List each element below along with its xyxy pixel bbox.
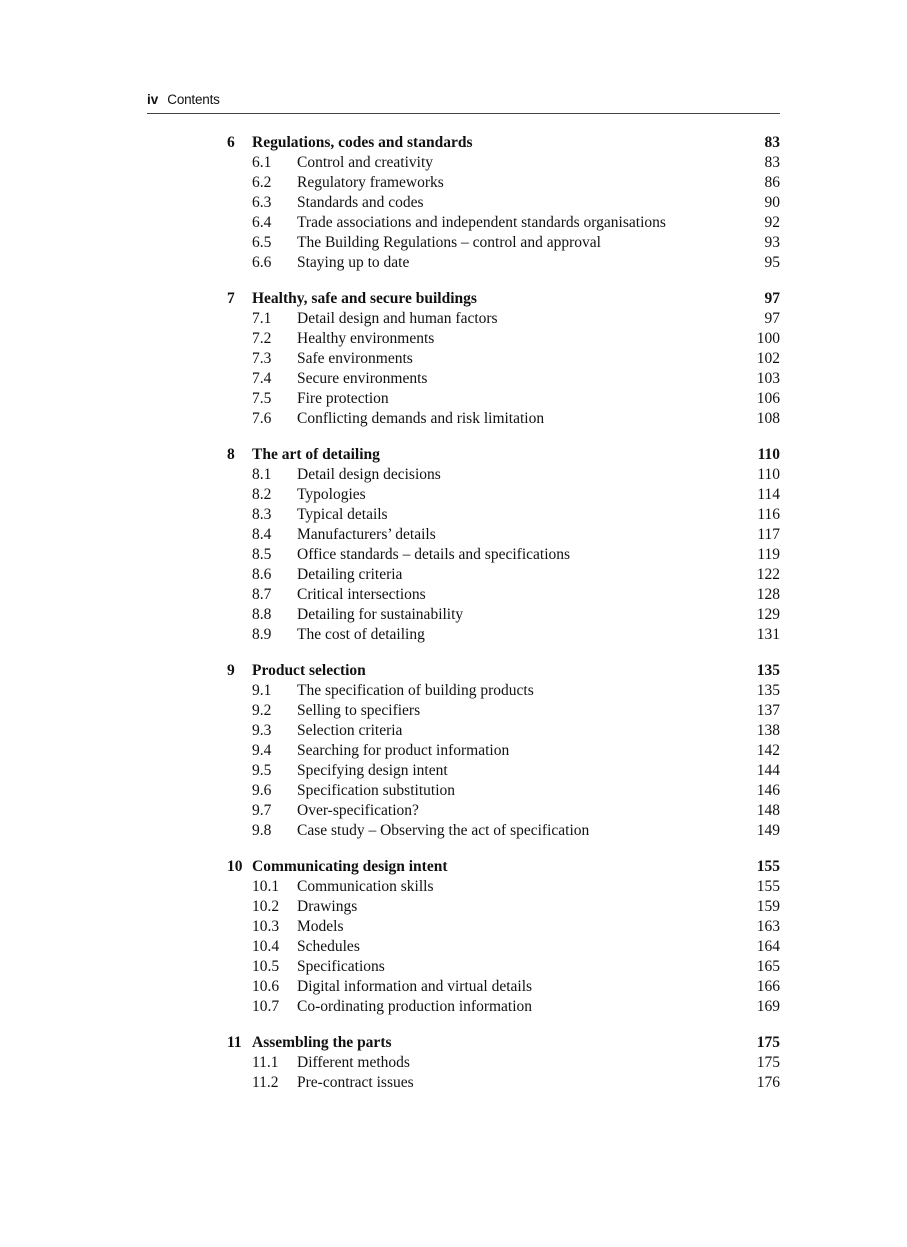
- section-entry-page: 117: [757, 526, 780, 543]
- section-entry[interactable]: [227, 801, 780, 821]
- chapter-entry-page: 175: [756, 1034, 780, 1051]
- section-entry-page: 100: [756, 330, 780, 347]
- section-entry[interactable]: [227, 917, 780, 937]
- chapter-entry-title: Regulations, codes and standards: [252, 134, 473, 151]
- section-entry[interactable]: [227, 525, 780, 545]
- section-entry-number: 7.5: [252, 390, 272, 407]
- section-entry-page: 166: [756, 978, 780, 995]
- section-entry-title: Healthy environments: [297, 330, 435, 347]
- section-entry-number: 9.6: [252, 782, 272, 799]
- section-entry[interactable]: [227, 309, 780, 329]
- section-entry-title: Communication skills: [297, 878, 434, 895]
- section-entry[interactable]: [227, 173, 780, 193]
- section-entry-page: 90: [764, 194, 780, 211]
- section-entry-number: 8.8: [252, 606, 272, 623]
- section-entry[interactable]: [227, 409, 780, 429]
- section-entry[interactable]: [227, 1053, 780, 1073]
- section-entry-title: Regulatory frameworks: [297, 174, 444, 191]
- section-entry[interactable]: [227, 193, 780, 213]
- section-entry-page: 93: [764, 234, 780, 251]
- section-entry-number: 9.3: [252, 722, 272, 739]
- chapter-entry[interactable]: [227, 857, 780, 877]
- section-entry-number: 9.2: [252, 702, 272, 719]
- chapter-entry-page: 135: [756, 662, 780, 679]
- chapter-entry[interactable]: [227, 661, 780, 681]
- chapter-entry-page: 83: [764, 134, 780, 151]
- section-entry-title: Pre-contract issues: [297, 1074, 414, 1091]
- section-entry-title: Selection criteria: [297, 722, 403, 739]
- section-entry-title: Typologies: [297, 486, 366, 503]
- section-entry-number: 9.8: [252, 822, 272, 839]
- section-entry-title: Manufacturers’ details: [297, 526, 436, 543]
- section-entry-number: 10.6: [252, 978, 280, 995]
- section-entry-page: 102: [756, 350, 780, 367]
- chapter-block: [227, 289, 780, 429]
- section-entry-number: 7.1: [252, 310, 272, 327]
- section-entry-page: 108: [756, 410, 780, 427]
- section-entry-number: 11.2: [252, 1074, 279, 1091]
- chapter-entry[interactable]: [227, 133, 780, 153]
- section-entry-number: 8.4: [252, 526, 272, 543]
- section-entry-number: 9.1: [252, 682, 272, 699]
- section-entry-title: Standards and codes: [297, 194, 424, 211]
- section-entry-page: 116: [757, 506, 780, 523]
- section-entry[interactable]: [227, 821, 780, 841]
- section-entry-title: Specification substitution: [297, 782, 455, 799]
- section-entry[interactable]: [227, 761, 780, 781]
- section-entry-page: 137: [756, 702, 780, 719]
- chapter-entry-title: Healthy, safe and secure buildings: [252, 290, 477, 307]
- section-entry-number: 10.3: [252, 918, 280, 935]
- chapter-entry-number: 7: [227, 290, 235, 307]
- section-entry-page: 114: [757, 486, 780, 503]
- section-entry-title: Selling to specifiers: [297, 702, 421, 719]
- section-entry-title: Specifications: [297, 958, 385, 975]
- section-entry-number: 11.1: [252, 1054, 279, 1071]
- header-title: Contents: [167, 92, 220, 107]
- section-entry[interactable]: [227, 253, 780, 273]
- section-entry[interactable]: [227, 781, 780, 801]
- section-entry[interactable]: [227, 741, 780, 761]
- section-entry[interactable]: [227, 329, 780, 349]
- section-entry[interactable]: [227, 233, 780, 253]
- section-entry-title: Detailing for sustainability: [297, 606, 464, 623]
- running-header: [147, 92, 780, 114]
- section-entry[interactable]: [227, 465, 780, 485]
- section-entry-number: 8.3: [252, 506, 272, 523]
- chapter-entry-number: 8: [227, 446, 235, 463]
- section-entry-page: 103: [756, 370, 780, 387]
- section-entry-page: 83: [764, 154, 780, 171]
- section-entry-title: The Building Regulations – control and approval: [297, 234, 601, 251]
- section-entry-title: The cost of detailing: [297, 626, 425, 643]
- section-entry[interactable]: [227, 877, 780, 897]
- section-entry[interactable]: [227, 213, 780, 233]
- section-entry[interactable]: [227, 565, 780, 585]
- chapter-entry-title: Assembling the parts: [252, 1034, 392, 1051]
- chapter-block: [227, 445, 780, 645]
- section-entry[interactable]: [227, 153, 780, 173]
- section-entry-number: 6.5: [252, 234, 272, 251]
- section-entry-title: Case study – Observing the act of specification: [297, 822, 590, 839]
- section-entry[interactable]: [227, 389, 780, 409]
- section-entry[interactable]: [227, 681, 780, 701]
- chapter-entry-title: Product selection: [252, 662, 366, 679]
- section-entry[interactable]: [227, 957, 780, 977]
- section-entry[interactable]: [227, 721, 780, 741]
- section-entry-page: 129: [756, 606, 780, 623]
- section-entry-page: 86: [764, 174, 780, 191]
- section-entry[interactable]: [227, 505, 780, 525]
- section-entry-number: 6.3: [252, 194, 272, 211]
- section-entry[interactable]: [227, 625, 780, 645]
- section-entry-title: Trade associations and independent standards organisations: [297, 214, 666, 231]
- section-entry-page: 131: [756, 626, 780, 643]
- section-entry-title: Staying up to date: [297, 254, 410, 271]
- section-entry-page: 159: [756, 898, 780, 915]
- section-entry-page: 135: [756, 682, 780, 699]
- chapter-block: [227, 661, 780, 841]
- section-entry-number: 9.4: [252, 742, 272, 759]
- chapter-entry[interactable]: [227, 1033, 780, 1053]
- header-page-number: iv: [147, 92, 159, 107]
- section-entry-title: Detailing criteria: [297, 566, 403, 583]
- chapter-entry-number: 10: [227, 858, 243, 875]
- section-entry-title: Safe environments: [297, 350, 413, 367]
- section-entry-number: 9.7: [252, 802, 272, 819]
- section-entry-page: 142: [756, 742, 780, 759]
- chapter-entry-page: 97: [764, 290, 780, 307]
- section-entry-title: Secure environments: [297, 370, 428, 387]
- section-entry-page: 144: [756, 762, 780, 779]
- chapter-entry-page: 155: [756, 858, 780, 875]
- section-entry[interactable]: [227, 605, 780, 625]
- chapter-entry-number: 11: [227, 1034, 242, 1051]
- section-entry[interactable]: [227, 937, 780, 957]
- section-entry[interactable]: [227, 997, 780, 1017]
- section-entry-number: 10.2: [252, 898, 280, 915]
- section-entry-page: 95: [764, 254, 780, 271]
- section-entry-title: The specification of building products: [297, 682, 534, 699]
- section-entry-page: 138: [756, 722, 780, 739]
- section-entry[interactable]: [227, 545, 780, 565]
- section-entry-page: 148: [756, 802, 780, 819]
- section-entry-number: 10.5: [252, 958, 280, 975]
- section-entry-number: 7.3: [252, 350, 272, 367]
- section-entry-title: Co-ordinating production information: [297, 998, 533, 1015]
- section-entry-page: 110: [757, 466, 780, 483]
- section-entry[interactable]: [227, 369, 780, 389]
- section-entry-page: 128: [756, 586, 780, 603]
- section-entry-number: 6.1: [252, 154, 272, 171]
- chapter-entry-page: 110: [757, 446, 780, 463]
- section-entry-title: Conflicting demands and risk limitation: [297, 410, 545, 427]
- section-entry-title: Detail design and human factors: [297, 310, 498, 327]
- section-entry-number: 8.2: [252, 486, 272, 503]
- section-entry-title: Typical details: [297, 506, 388, 523]
- section-entry[interactable]: [227, 897, 780, 917]
- section-entry[interactable]: [227, 349, 780, 369]
- section-entry-number: 8.5: [252, 546, 272, 563]
- section-entry-title: Digital information and virtual details: [297, 978, 533, 995]
- section-entry-page: 165: [756, 958, 780, 975]
- section-entry-page: 119: [757, 546, 780, 563]
- section-entry-page: 164: [756, 938, 780, 955]
- section-entry-page: 146: [756, 782, 780, 799]
- section-entry-number: 8.7: [252, 586, 272, 603]
- section-entry-number: 7.4: [252, 370, 272, 387]
- section-entry-title: Control and creativity: [297, 154, 434, 171]
- section-entry[interactable]: [227, 1073, 780, 1093]
- section-entry-page: 149: [756, 822, 780, 839]
- section-entry-number: 7.2: [252, 330, 272, 347]
- table-of-contents: [227, 133, 780, 1109]
- section-entry-number: 8.6: [252, 566, 272, 583]
- section-entry-title: Critical intersections: [297, 586, 426, 603]
- section-entry-title: Fire protection: [297, 390, 389, 407]
- section-entry-title: Models: [297, 918, 344, 935]
- section-entry-page: 176: [756, 1074, 780, 1091]
- section-entry-number: 9.5: [252, 762, 272, 779]
- section-entry-number: 6.4: [252, 214, 272, 231]
- section-entry-title: Different methods: [297, 1054, 410, 1071]
- section-entry-page: 106: [756, 390, 780, 407]
- section-entry-number: 8.9: [252, 626, 272, 643]
- chapter-entry-title: Communicating design intent: [252, 858, 448, 875]
- section-entry-title: Drawings: [297, 898, 358, 915]
- section-entry[interactable]: [227, 701, 780, 721]
- section-entry-page: 163: [756, 918, 780, 935]
- chapter-entry[interactable]: [227, 289, 780, 309]
- chapter-entry-number: 6: [227, 134, 235, 151]
- section-entry-page: 169: [756, 998, 780, 1015]
- chapter-entry-title: The art of detailing: [252, 446, 380, 463]
- section-entry-number: 7.6: [252, 410, 272, 427]
- section-entry-number: 10.1: [252, 878, 280, 895]
- chapter-entry-number: 9: [227, 662, 235, 679]
- chapter-entry[interactable]: [227, 445, 780, 465]
- chapter-block: [227, 133, 780, 273]
- section-entry-page: 122: [756, 566, 780, 583]
- section-entry-title: Office standards – details and specifications: [297, 546, 571, 563]
- section-entry-title: Schedules: [297, 938, 360, 955]
- section-entry[interactable]: [227, 485, 780, 505]
- section-entry[interactable]: [227, 977, 780, 997]
- section-entry[interactable]: [227, 585, 780, 605]
- section-entry-number: 10.4: [252, 938, 280, 955]
- section-entry-title: Specifying design intent: [297, 762, 448, 779]
- chapter-block: [227, 1033, 780, 1093]
- section-entry-number: 6.6: [252, 254, 272, 271]
- section-entry-number: 6.2: [252, 174, 272, 191]
- section-entry-title: Over-specification?: [297, 802, 419, 819]
- section-entry-number: 8.1: [252, 466, 272, 483]
- section-entry-number: 10.7: [252, 998, 280, 1015]
- section-entry-title: Detail design decisions: [297, 466, 441, 483]
- section-entry-page: 97: [764, 310, 780, 327]
- section-entry-page: 175: [756, 1054, 780, 1071]
- chapter-block: [227, 857, 780, 1017]
- section-entry-page: 155: [756, 878, 780, 895]
- section-entry-page: 92: [764, 214, 780, 231]
- section-entry-title: Searching for product information: [297, 742, 510, 759]
